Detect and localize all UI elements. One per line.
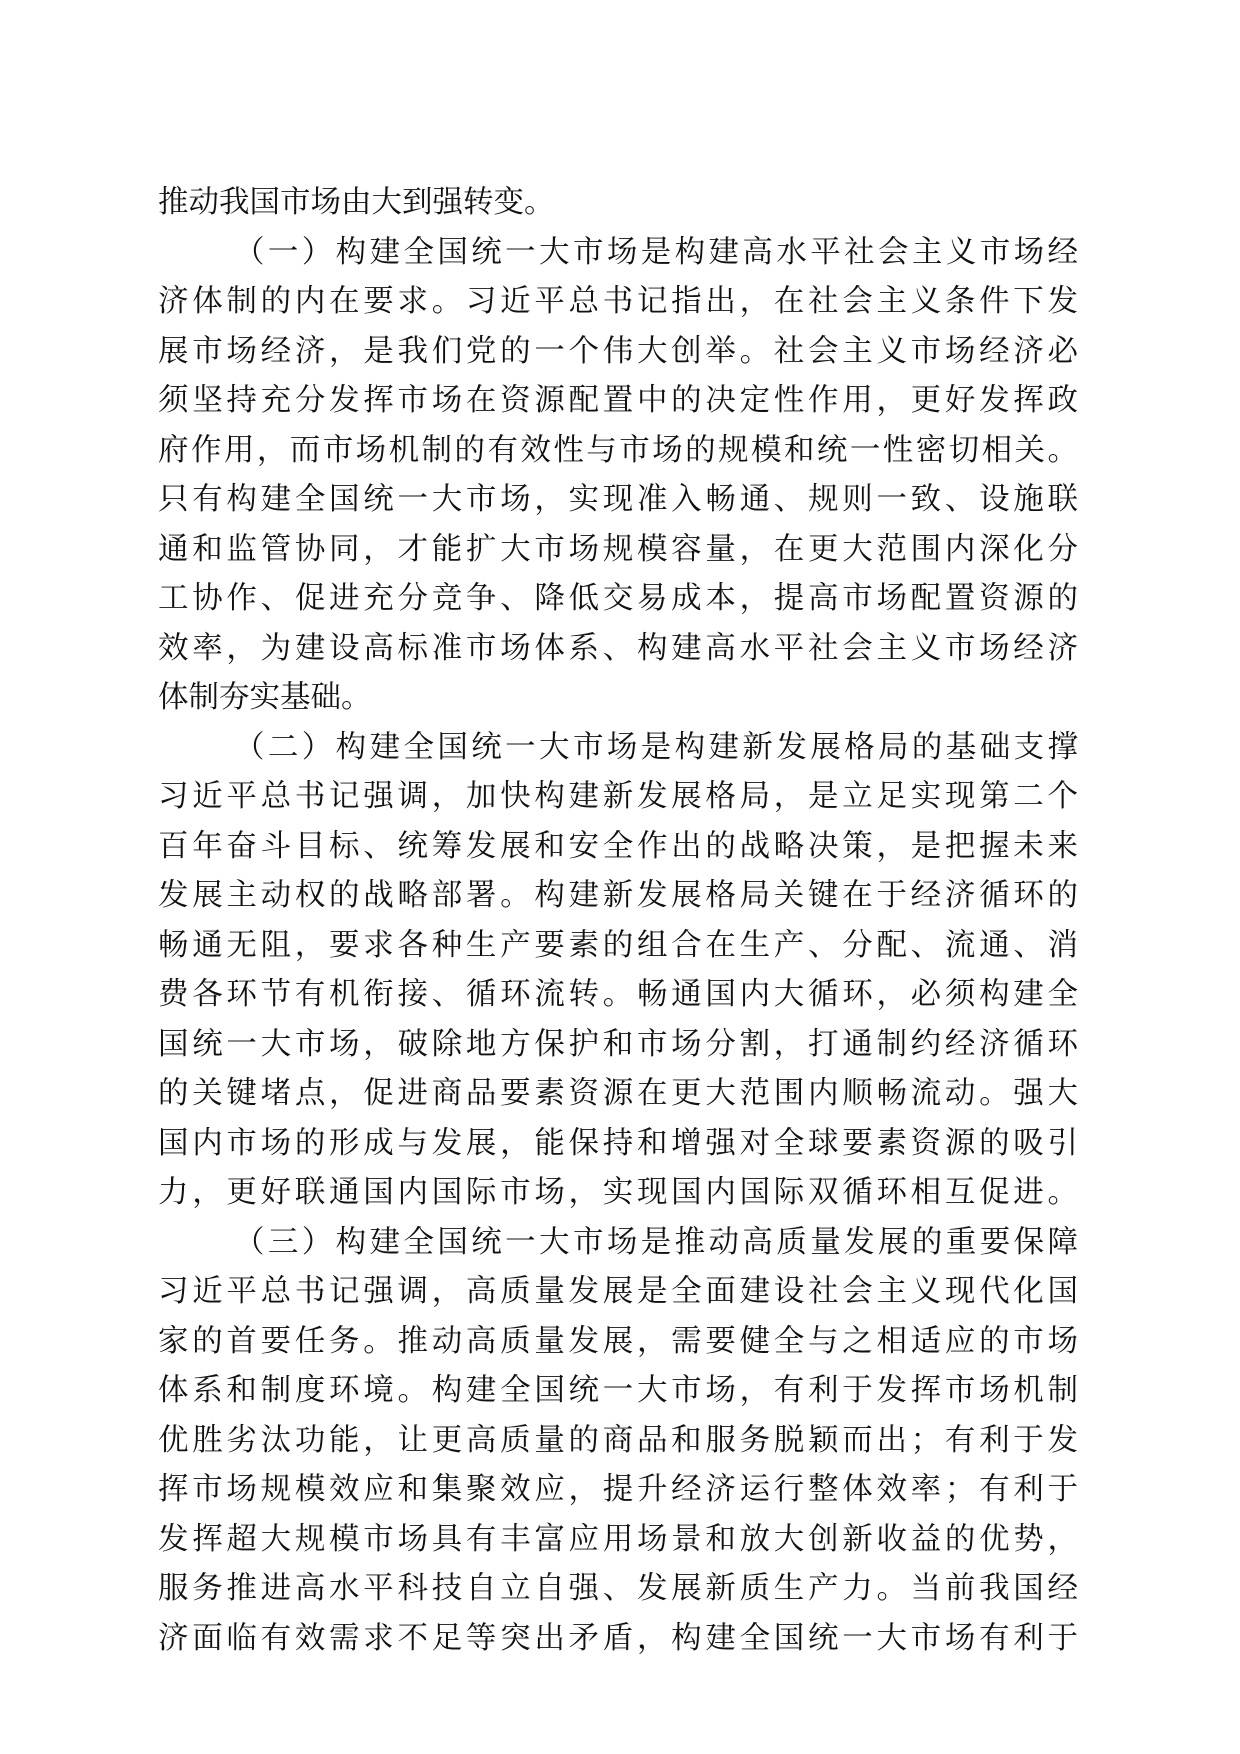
text-line: 服务推进高水平科技自立自强、发展新质生产力。当前我国经 xyxy=(158,1571,1078,1606)
text-line: 展市场经济，是我们党的一个伟大创举。社会主义市场经济必 xyxy=(158,333,1078,369)
text-line: 力，更好联通国内国际市场，实现国内国际双循环相互促进。 xyxy=(158,1175,1078,1210)
text-line: 体制夯实基础。 xyxy=(158,680,372,715)
text-line: 家的首要任务。推动高质量发展，需要健全与之相适应的市场 xyxy=(158,1323,1078,1359)
text-line: 发挥超大规模市场具有丰富应用场景和放大创新收益的优势， xyxy=(158,1521,1078,1557)
text-line: 推动我国市场由大到强转变。 xyxy=(158,185,555,220)
body-text xyxy=(158,178,1078,1663)
text-line: 通和监管协同，才能扩大市场规模容量，在更大范围内深化分 xyxy=(158,531,1078,567)
text-line: 百年奋斗目标、统筹发展和安全作出的战略决策，是把握未来 xyxy=(158,828,1078,864)
text-line: 济面临有效需求不足等突出矛盾，构建全国统一大市场有利于 xyxy=(158,1620,1078,1656)
text-line: 习近平总书记强调，加快构建新发展格局，是立足实现第二个 xyxy=(158,779,1078,814)
text-line: （一）构建全国统一大市场是构建高水平社会主义市场经 xyxy=(234,234,1078,270)
text-line: 畅通无阻，要求各种生产要素的组合在生产、分配、流通、消 xyxy=(158,927,1078,963)
text-line: 挥市场规模效应和集聚效应，提升经济运行整体效率；有利于 xyxy=(158,1472,1078,1507)
text-line: 习近平总书记强调，高质量发展是全面建设社会主义现代化国 xyxy=(158,1274,1078,1309)
text-line: （二）构建全国统一大市场是构建新发展格局的基础支撑 xyxy=(234,729,1078,765)
text-line: 国内市场的形成与发展，能保持和增强对全球要素资源的吸引 xyxy=(158,1125,1078,1161)
text-line: 济体制的内在要求。习近平总书记指出，在社会主义条件下发 xyxy=(158,284,1078,319)
text-line: 体系和制度环境。构建全国统一大市场，有利于发挥市场机制 xyxy=(158,1373,1078,1408)
text-line: 费各环节有机衔接、循环流转。畅通国内大循环，必须构建全 xyxy=(158,977,1078,1012)
text-line: 发展主动权的战略部署。构建新发展格局关键在于经济循环的 xyxy=(158,878,1078,913)
text-line: （三）构建全国统一大市场是推动高质量发展的重要保障 xyxy=(234,1224,1078,1260)
text-line: 国统一大市场，破除地方保护和市场分割，打通制约经济循环 xyxy=(158,1026,1078,1062)
text-line: 工协作、促进充分竞争、降低交易成本，提高市场配置资源的 xyxy=(158,581,1078,616)
text-line: 优胜劣汰功能，让更高质量的商品和服务脱颖而出；有利于发 xyxy=(158,1422,1078,1458)
text-line: 只有构建全国统一大市场，实现准入畅通、规则一致、设施联 xyxy=(158,482,1078,517)
text-line: 的关键堵点，促进商品要素资源在更大范围内顺畅流动。强大 xyxy=(158,1076,1078,1111)
text-line: 府作用，而市场机制的有效性与市场的规模和统一性密切相关。 xyxy=(158,432,1078,468)
text-line: 须坚持充分发挥市场在资源配置中的决定性作用，更好发挥政 xyxy=(158,383,1078,418)
text-line: 效率，为建设高标准市场体系、构建高水平社会主义市场经济 xyxy=(158,630,1078,666)
